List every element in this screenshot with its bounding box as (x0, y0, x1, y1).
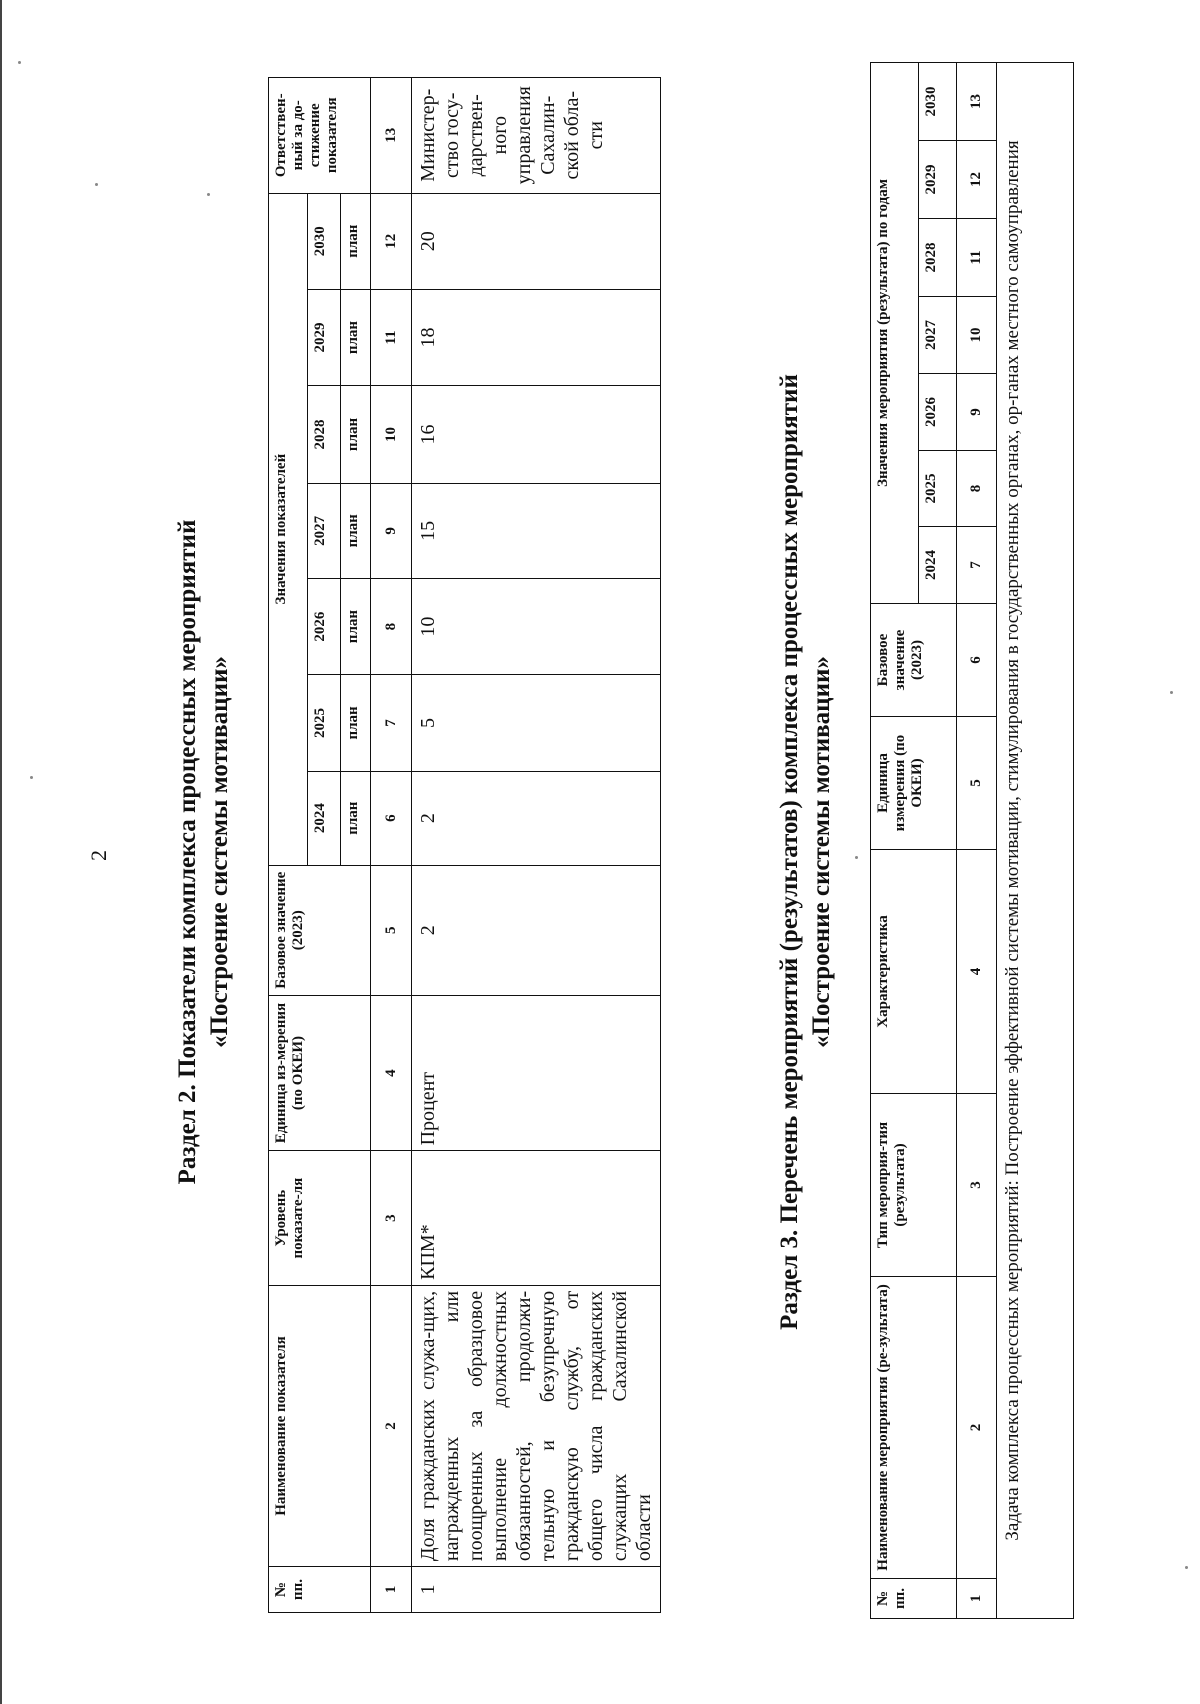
scan-speck (18, 61, 21, 64)
s2-year-2028: 2028 (308, 386, 341, 483)
s3-header-type: Тип мероприя-тия (результата) (871, 1094, 957, 1277)
s2-row-unit: Процент (412, 995, 661, 1151)
s3-year-2026: 2026 (919, 374, 957, 451)
s3-year-2028: 2028 (919, 219, 957, 297)
s2-plan-2029: план (341, 289, 371, 385)
s2-colnum-11: 11 (371, 289, 412, 385)
s2-header-values-group: Значения показателей (269, 193, 308, 865)
s2-row-value-2024: 2 (412, 771, 661, 865)
s2-year-2030: 2030 (308, 193, 341, 289)
s2-year-2025: 2025 (308, 675, 341, 771)
s3-header-unit: Единица измерения (по ОКЕИ) (871, 717, 957, 850)
s2-colnum-13: 13 (371, 78, 412, 194)
s3-year-2029: 2029 (919, 141, 957, 219)
s2-plan-2025: план (341, 675, 371, 771)
s2-row-value-2030: 20 (412, 193, 661, 289)
section2-title (172, 0, 236, 1704)
s2-row-value-2027: 15 (412, 483, 661, 578)
s3-colnum-9: 9 (957, 374, 997, 451)
scan-speck (855, 856, 858, 859)
s2-plan-2027: план (341, 483, 371, 578)
scan-speck (1185, 1566, 1188, 1569)
s2-colnum-1: 1 (371, 1567, 412, 1613)
scan-speck (30, 776, 33, 779)
s3-colnum-5: 5 (957, 717, 997, 850)
s3-colnum-8: 8 (957, 451, 997, 527)
s3-colnum-10: 10 (957, 297, 997, 374)
s2-plan-2030: план (341, 193, 371, 289)
s2-row-value-2025: 5 (412, 675, 661, 771)
s3-colnum-6: 6 (957, 604, 997, 717)
s3-task-row: Задача комплекса процессных мероприятий: Построение эффективной системы мотивации, стимулирования в государственных органах, ор-ганах местного самоуправления (997, 62, 1074, 1618)
s2-colnum-12: 12 (371, 193, 412, 289)
s3-header-base: Базовое значение (2023) (871, 604, 957, 717)
scan-speck (1170, 691, 1173, 694)
s2-header-num: № пп. (269, 1567, 371, 1613)
section2-title-line2: «Построение системы мотивации» (206, 656, 233, 1048)
s2-year-2026: 2026 (308, 578, 341, 674)
scan-speck (95, 183, 98, 186)
s3-colnum-4: 4 (957, 850, 997, 1094)
s2-row-num: 1 (412, 1567, 661, 1613)
s2-colnum-10: 10 (371, 386, 412, 483)
s2-row-base: 2 (412, 865, 661, 995)
s2-year-2029: 2029 (308, 289, 341, 385)
section2-indicators-table (268, 77, 661, 1613)
s2-year-2027: 2027 (308, 483, 341, 578)
s2-plan-2028: план (341, 386, 371, 483)
s2-year-2024: 2024 (308, 771, 341, 865)
s2-colnum-6: 6 (371, 771, 412, 865)
s3-colnum-12: 12 (957, 141, 997, 219)
section3-title-line2: «Построение системы мотивации» (808, 656, 835, 1048)
s2-header-unit: Единица из-мерения (по ОКЕИ) (269, 995, 371, 1151)
s2-colnum-5: 5 (371, 865, 412, 995)
table-row (412, 78, 661, 1613)
s2-colnum-8: 8 (371, 578, 412, 674)
s2-header-name: Наименование показателя (269, 1285, 371, 1566)
s3-colnum-1: 1 (957, 1579, 997, 1619)
s3-colnum-2: 2 (957, 1277, 997, 1579)
s3-year-2027: 2027 (919, 297, 957, 374)
s2-colnum-2: 2 (371, 1285, 412, 1566)
s3-year-2025: 2025 (919, 451, 957, 527)
table-row (997, 62, 1074, 1618)
s3-colnum-11: 11 (957, 219, 997, 297)
s3-year-2024: 2024 (919, 527, 957, 604)
s3-header-name: Наименование мероприятия (ре-зультата) (871, 1277, 957, 1579)
section3-title-line1: Раздел 3. Перечень мероприятий (результатов) комплекса процессных мероприятий (776, 374, 803, 1330)
s2-row-level: КПМ* (412, 1151, 661, 1285)
s3-header-characteristic: Характеристика (871, 850, 957, 1094)
page-number: 2 (86, 850, 111, 861)
section3-activities-table (870, 62, 1074, 1619)
s2-header-level: Уровень показате-ля (269, 1151, 371, 1285)
s3-colnum-7: 7 (957, 527, 997, 604)
s2-colnum-4: 4 (371, 995, 412, 1151)
s2-row-value-2028: 16 (412, 386, 661, 483)
s3-year-2030: 2030 (919, 62, 957, 140)
s2-row-value-2029: 18 (412, 289, 661, 385)
s2-plan-2024: план (341, 771, 371, 865)
s2-header-responsible: Ответствен-ный за до-стижение показателя (269, 78, 371, 194)
s2-colnum-9: 9 (371, 483, 412, 578)
s3-colnum-13: 13 (957, 62, 997, 140)
section2-title-line1: Раздел 2. Показатели комплекса процессных мероприятий (174, 519, 201, 1185)
s2-colnum-7: 7 (371, 675, 412, 771)
s2-row-responsible: Министер-ство госу-дарствен-ного управления Сахалин-ской обла-сти (412, 78, 661, 194)
s2-row-value-2026: 10 (412, 578, 661, 674)
s2-header-base: Базовое значение (2023) (269, 865, 371, 995)
section3-title (774, 0, 838, 1704)
s2-plan-2026: план (341, 578, 371, 674)
s2-row-name: Доля гражданских служа-щих, награжденных или поощренных за образцовое выполнение должностных обязанностей, продолжи-тельную и безупречную гражданскую службу, от общего числа гражданских служащих Сахалинской области (412, 1285, 661, 1566)
scan-speck (207, 193, 210, 196)
s2-colnum-3: 3 (371, 1151, 412, 1285)
s3-header-num: № пп. (871, 1579, 957, 1619)
s3-header-values-group: Значения мероприятия (результата) по годам (871, 62, 919, 603)
s3-colnum-3: 3 (957, 1094, 997, 1277)
